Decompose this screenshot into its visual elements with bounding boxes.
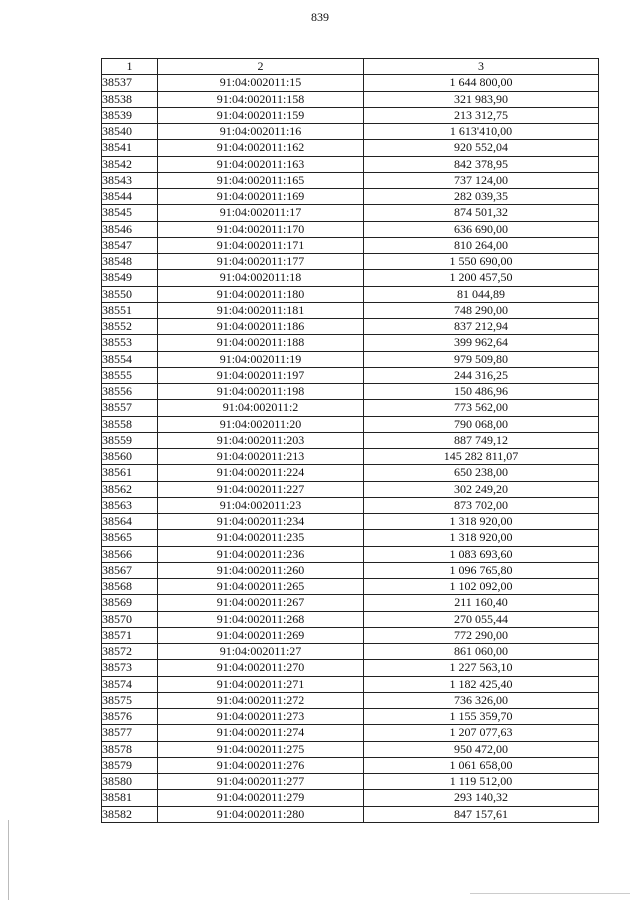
table-row [102, 709, 599, 725]
cadastral-number-cell: 91:04:002011:177 [158, 254, 364, 270]
value-cell: 1 318 920,00 [364, 530, 599, 546]
value-cell: 1 613'410,00 [364, 124, 599, 140]
table-row [102, 189, 599, 205]
table-row [102, 562, 599, 578]
cadastral-number-cell: 91:04:002011:235 [158, 530, 364, 546]
row-number-cell: 38557 [102, 400, 158, 416]
row-number-cell: 38558 [102, 416, 158, 432]
cadastral-number-cell: 91:04:002011:268 [158, 611, 364, 627]
row-number-cell: 38553 [102, 335, 158, 351]
cadastral-number-cell: 91:04:002011:27 [158, 644, 364, 660]
value-cell: 1 550 690,00 [364, 254, 599, 270]
row-number-cell: 38580 [102, 774, 158, 790]
value-cell: 772 290,00 [364, 627, 599, 643]
row-number-cell: 38549 [102, 270, 158, 286]
cadastral-number-cell: 91:04:002011:234 [158, 514, 364, 530]
table-row [102, 432, 599, 448]
table-row [102, 514, 599, 530]
table-row [102, 91, 599, 107]
value-cell: 1 119 512,00 [364, 774, 599, 790]
value-cell: 861 060,00 [364, 644, 599, 660]
cadastral-number-cell: 91:04:002011:272 [158, 692, 364, 708]
table-body [102, 75, 599, 823]
cadastral-number-cell: 91:04:002011:260 [158, 562, 364, 578]
column-header-1: 1 [102, 59, 158, 75]
value-cell: 873 702,00 [364, 497, 599, 513]
column-header-3: 3 [364, 59, 599, 75]
cadastral-number-cell: 91:04:002011:18 [158, 270, 364, 286]
cadastral-number-cell: 91:04:002011:169 [158, 189, 364, 205]
cadastral-number-cell: 91:04:002011:265 [158, 579, 364, 595]
table-row [102, 676, 599, 692]
table-row [102, 335, 599, 351]
table-row [102, 221, 599, 237]
value-cell: 842 378,95 [364, 156, 599, 172]
table-row [102, 205, 599, 221]
value-cell: 736 326,00 [364, 692, 599, 708]
value-cell: 979 509,80 [364, 351, 599, 367]
cadastral-number-cell: 91:04:002011:181 [158, 302, 364, 318]
cadastral-number-cell: 91:04:002011:197 [158, 367, 364, 383]
row-number-cell: 38577 [102, 725, 158, 741]
table-row [102, 806, 599, 822]
row-number-cell: 38544 [102, 189, 158, 205]
value-cell: 213 312,75 [364, 107, 599, 123]
value-cell: 270 055,44 [364, 611, 599, 627]
cadastral-number-cell: 91:04:002011:188 [158, 335, 364, 351]
cadastral-number-cell: 91:04:002011:227 [158, 481, 364, 497]
table-row [102, 124, 599, 140]
row-number-cell: 38574 [102, 676, 158, 692]
table-row [102, 660, 599, 676]
table-row [102, 140, 599, 156]
row-number-cell: 38582 [102, 806, 158, 822]
table-row [102, 156, 599, 172]
cadastral-number-cell: 91:04:002011:273 [158, 709, 364, 725]
cadastral-number-cell: 91:04:002011:274 [158, 725, 364, 741]
row-number-cell: 38537 [102, 75, 158, 91]
scan-margin-line [8, 820, 9, 900]
value-cell: 1 318 920,00 [364, 514, 599, 530]
cadastral-number-cell: 91:04:002011:23 [158, 497, 364, 513]
table-row [102, 416, 599, 432]
value-cell: 1 182 425,40 [364, 676, 599, 692]
table-row [102, 172, 599, 188]
value-cell: 810 264,00 [364, 237, 599, 253]
value-cell: 837 212,94 [364, 319, 599, 335]
cadastral-number-cell: 91:04:002011:276 [158, 757, 364, 773]
table-row [102, 546, 599, 562]
value-cell: 1 644 800,00 [364, 75, 599, 91]
table-header [102, 59, 599, 75]
table-row [102, 774, 599, 790]
value-cell: 1 207 077,63 [364, 725, 599, 741]
row-number-cell: 38539 [102, 107, 158, 123]
value-cell: 847 157,61 [364, 806, 599, 822]
table-row [102, 579, 599, 595]
value-cell: 887 749,12 [364, 432, 599, 448]
value-cell: 1 083 693,60 [364, 546, 599, 562]
row-number-cell: 38571 [102, 627, 158, 643]
table-row [102, 644, 599, 660]
cadastral-number-cell: 91:04:002011:275 [158, 741, 364, 757]
value-cell: 920 552,04 [364, 140, 599, 156]
cadastral-number-cell: 91:04:002011:236 [158, 546, 364, 562]
value-cell: 150 486,96 [364, 384, 599, 400]
row-number-cell: 38561 [102, 465, 158, 481]
value-cell: 211 160,40 [364, 595, 599, 611]
cadastral-value-table [101, 58, 599, 823]
row-number-cell: 38547 [102, 237, 158, 253]
cadastral-number-cell: 91:04:002011:17 [158, 205, 364, 221]
cadastral-number-cell: 91:04:002011:213 [158, 449, 364, 465]
page-number: 839 [311, 10, 329, 24]
table-row [102, 302, 599, 318]
cadastral-number-cell: 91:04:002011:279 [158, 790, 364, 806]
row-number-cell: 38546 [102, 221, 158, 237]
row-number-cell: 38568 [102, 579, 158, 595]
row-number-cell: 38548 [102, 254, 158, 270]
row-number-cell: 38541 [102, 140, 158, 156]
cadastral-number-cell: 91:04:002011:269 [158, 627, 364, 643]
value-cell: 874 501,32 [364, 205, 599, 221]
cadastral-number-cell: 91:04:002011:198 [158, 384, 364, 400]
cadastral-number-cell: 91:04:002011:277 [158, 774, 364, 790]
table-row [102, 465, 599, 481]
cadastral-number-cell: 91:04:002011:16 [158, 124, 364, 140]
cadastral-number-cell: 91:04:002011:20 [158, 416, 364, 432]
table-row [102, 481, 599, 497]
row-number-cell: 38542 [102, 156, 158, 172]
row-number-cell: 38545 [102, 205, 158, 221]
cadastral-number-cell: 91:04:002011:158 [158, 91, 364, 107]
table-row [102, 725, 599, 741]
table-row [102, 449, 599, 465]
value-cell: 244 316,25 [364, 367, 599, 383]
row-number-cell: 38555 [102, 367, 158, 383]
cadastral-number-cell: 91:04:002011:203 [158, 432, 364, 448]
table-row [102, 790, 599, 806]
value-cell: 773 562,00 [364, 400, 599, 416]
row-number-cell: 38573 [102, 660, 158, 676]
value-cell: 1 155 359,70 [364, 709, 599, 725]
cadastral-number-cell: 91:04:002011:163 [158, 156, 364, 172]
value-cell: 1 227 563,10 [364, 660, 599, 676]
cadastral-number-cell: 91:04:002011:162 [158, 140, 364, 156]
value-cell: 1 102 092,00 [364, 579, 599, 595]
value-cell: 737 124,00 [364, 172, 599, 188]
value-cell: 293 140,32 [364, 790, 599, 806]
row-number-cell: 38562 [102, 481, 158, 497]
row-number-cell: 38565 [102, 530, 158, 546]
table-row [102, 627, 599, 643]
table-row [102, 595, 599, 611]
value-cell: 1 096 765,80 [364, 562, 599, 578]
cadastral-number-cell: 91:04:002011:271 [158, 676, 364, 692]
value-cell: 650 238,00 [364, 465, 599, 481]
row-number-cell: 38551 [102, 302, 158, 318]
value-cell: 790 068,00 [364, 416, 599, 432]
table-row [102, 530, 599, 546]
table-row [102, 75, 599, 91]
cadastral-number-cell: 91:04:002011:270 [158, 660, 364, 676]
value-cell: 1 200 457,50 [364, 270, 599, 286]
cadastral-number-cell: 91:04:002011:159 [158, 107, 364, 123]
row-number-cell: 38566 [102, 546, 158, 562]
table-row [102, 254, 599, 270]
value-cell: 748 290,00 [364, 302, 599, 318]
table-row [102, 237, 599, 253]
cadastral-number-cell: 91:04:002011:2 [158, 400, 364, 416]
row-number-cell: 38559 [102, 432, 158, 448]
row-number-cell: 38569 [102, 595, 158, 611]
row-number-cell: 38570 [102, 611, 158, 627]
table-row [102, 384, 599, 400]
value-cell: 302 249,20 [364, 481, 599, 497]
cadastral-number-cell: 91:04:002011:186 [158, 319, 364, 335]
value-cell: 321 983,90 [364, 91, 599, 107]
row-number-cell: 38576 [102, 709, 158, 725]
cadastral-number-cell: 91:04:002011:171 [158, 237, 364, 253]
table-row [102, 757, 599, 773]
row-number-cell: 38578 [102, 741, 158, 757]
cadastral-number-cell: 91:04:002011:15 [158, 75, 364, 91]
row-number-cell: 38560 [102, 449, 158, 465]
cadastral-number-cell: 91:04:002011:170 [158, 221, 364, 237]
column-header-2: 2 [158, 59, 364, 75]
value-cell: 81 044,89 [364, 286, 599, 302]
row-number-cell: 38538 [102, 91, 158, 107]
table-row [102, 107, 599, 123]
cadastral-number-cell: 91:04:002011:165 [158, 172, 364, 188]
row-number-cell: 38579 [102, 757, 158, 773]
value-cell: 1 061 658,00 [364, 757, 599, 773]
table-row [102, 497, 599, 513]
table-row [102, 351, 599, 367]
table-row [102, 400, 599, 416]
cadastral-number-cell: 91:04:002011:280 [158, 806, 364, 822]
value-cell: 950 472,00 [364, 741, 599, 757]
row-number-cell: 38563 [102, 497, 158, 513]
value-cell: 145 282 811,07 [364, 449, 599, 465]
cadastral-number-cell: 91:04:002011:180 [158, 286, 364, 302]
value-cell: 636 690,00 [364, 221, 599, 237]
table-row [102, 319, 599, 335]
row-number-cell: 38540 [102, 124, 158, 140]
row-number-cell: 38556 [102, 384, 158, 400]
row-number-cell: 38567 [102, 562, 158, 578]
scan-bottom-line [470, 893, 630, 894]
row-number-cell: 38543 [102, 172, 158, 188]
cadastral-number-cell: 91:04:002011:224 [158, 465, 364, 481]
row-number-cell: 38552 [102, 319, 158, 335]
table-row [102, 692, 599, 708]
cadastral-number-cell: 91:04:002011:19 [158, 351, 364, 367]
row-number-cell: 38564 [102, 514, 158, 530]
table-row [102, 741, 599, 757]
row-number-cell: 38554 [102, 351, 158, 367]
table-row [102, 611, 599, 627]
cadastral-number-cell: 91:04:002011:267 [158, 595, 364, 611]
header-row [102, 59, 599, 75]
row-number-cell: 38581 [102, 790, 158, 806]
table-row [102, 270, 599, 286]
table-row [102, 367, 599, 383]
value-cell: 282 039,35 [364, 189, 599, 205]
row-number-cell: 38550 [102, 286, 158, 302]
value-cell: 399 962,64 [364, 335, 599, 351]
row-number-cell: 38575 [102, 692, 158, 708]
table-row [102, 286, 599, 302]
row-number-cell: 38572 [102, 644, 158, 660]
